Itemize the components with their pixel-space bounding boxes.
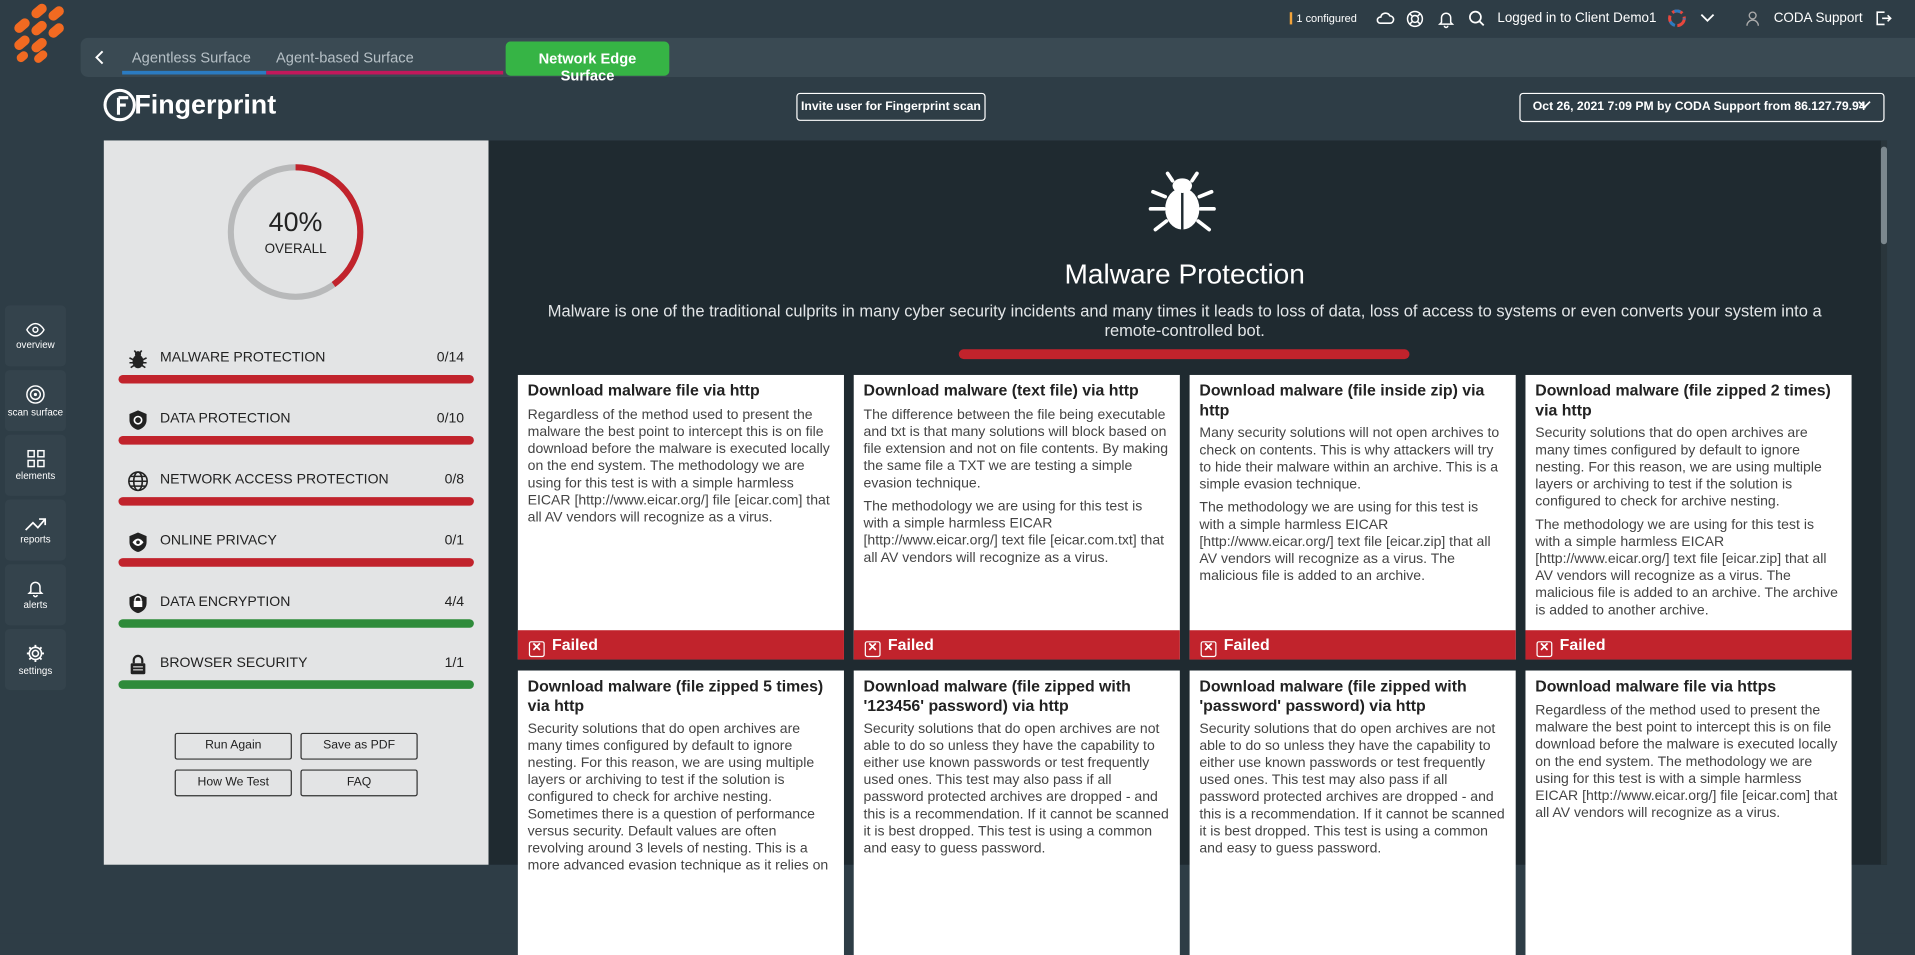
close-box-icon: ✕: [1201, 641, 1217, 657]
test-description: Security solutions that do open archives are not able to do so unless they have the capability to either use known passwords or test frequently used ones. This test may also pass if all password protected archives are dropped - and this is a recommendation. If it cannot be scanned it is best dropped. This test is using a common and easy to guess password.: [1199, 721, 1505, 857]
result-label: Failed: [1223, 635, 1270, 654]
test-card[interactable]: [1525, 375, 1851, 660]
category-score: 0/14: [436, 350, 465, 366]
detail-panel: [489, 140, 1887, 874]
nav-reports[interactable]: [5, 500, 66, 561]
brand-title: Fingerprint: [134, 89, 277, 120]
test-result-failed: [518, 630, 844, 659]
tab-agent-based-surface[interactable]: Agent-based Surface: [266, 43, 503, 75]
test-title: Download malware file via https: [1535, 676, 1777, 695]
invite-user-button[interactable]: Invite user for Fingerprint scan: [796, 93, 985, 121]
test-description: The difference between the file being executable and txt is that many solutions will block based on file extension and not on file contents. By making the same file a TXT we are testing a simple evasion technique.: [863, 407, 1169, 491]
test-title: Download malware (text file) via http: [863, 381, 1139, 400]
shield-icon: [127, 409, 149, 431]
test-result-failed: [854, 630, 1180, 659]
test-title: Download malware (file inside zip) via http: [1199, 381, 1485, 419]
bug-icon: [127, 348, 149, 370]
nav-scan-surface[interactable]: [5, 370, 66, 431]
test-card[interactable]: [518, 375, 844, 660]
overall-score: [226, 206, 365, 256]
nav-label: scan surface: [7, 406, 64, 418]
summary-panel: [104, 140, 489, 864]
scan-date-text: Oct 26, 2021 7:09 PM by CODA Support from 86.127.79.94: [1532, 100, 1866, 114]
trend-up-icon: [24, 516, 46, 531]
back-arrow-icon[interactable]: [90, 48, 110, 68]
company-logo[interactable]: [6, 4, 70, 65]
category-name: BROWSER SECURITY: [159, 655, 308, 671]
run-again-button[interactable]: Run Again: [175, 733, 292, 760]
side-nav: [5, 305, 66, 693]
category-score: 4/4: [444, 594, 465, 610]
nav-label: settings: [18, 665, 53, 677]
client-avatar-icon[interactable]: [1667, 9, 1687, 29]
bell-icon: [27, 579, 44, 597]
gear-icon: [26, 643, 46, 663]
chevron-down-icon[interactable]: [1698, 9, 1718, 29]
section-title: Malware Protection: [1064, 257, 1305, 290]
scan-date-selector[interactable]: [1519, 93, 1884, 122]
configured-count[interactable]: 1 configured: [1290, 12, 1357, 24]
malware-bug-icon: [1146, 165, 1219, 238]
test-card[interactable]: [518, 671, 844, 955]
lock-icon: [127, 653, 149, 675]
user-icon: [1743, 9, 1763, 29]
fingerprint-brand: [103, 88, 277, 122]
overall-label: OVERALL: [264, 241, 327, 257]
test-card[interactable]: [854, 375, 1180, 660]
test-result-failed: [1525, 630, 1851, 659]
category-browser-security[interactable]: [118, 653, 473, 702]
result-label: Failed: [887, 635, 934, 654]
test-methodology: The methodology we are using for this test is with a simple harmless EICAR [http://www.eicar.org/] text file [eicar.zip] that all AV vendors will recognize as a virus. The malicious file is added to an archive.: [1199, 500, 1491, 584]
nav-alerts[interactable]: [5, 564, 66, 625]
detail-scrollbar[interactable]: [1881, 140, 1887, 864]
globe-icon: [127, 470, 149, 492]
logout-icon[interactable]: [1874, 9, 1894, 29]
test-title: Download malware (file zipped with '123456' password) via http: [863, 676, 1131, 714]
nav-settings[interactable]: [5, 629, 66, 690]
eye-shield-icon: [127, 531, 149, 553]
category-name: DATA PROTECTION: [159, 411, 291, 427]
section-status-bar: [959, 349, 1410, 359]
support-lifebuoy-icon[interactable]: [1406, 9, 1426, 29]
category-score: 0/1: [444, 533, 465, 549]
category-status-bar: [118, 680, 473, 689]
nav-label: alerts: [23, 599, 48, 611]
test-description: Many security solutions will not open archives to check on contents. This is why attackers will try to hide their malware within an archive. This is a simple evasion technique.: [1199, 426, 1500, 493]
category-data-protection[interactable]: [118, 409, 473, 458]
save-as-pdf-button[interactable]: Save as PDF: [300, 733, 417, 760]
test-result-failed: [1190, 630, 1516, 659]
test-description: Security solutions that do open archives are many times configured by default to ignore nesting. For this reason, we are using multiple layers or archiving to test if the solution is configured to check for archive nesting. Sometimes there is a question of performance versus security. Default values are often revolving around 3 levels of nesting. This is a more advanced evasion technique as it relies on: [527, 721, 829, 874]
test-card[interactable]: [1190, 671, 1516, 955]
test-description: Security solutions that do open archives are many times configured by default to ignore nesting. For this reason, we are using multiple layers or archiving to test if the solution is configured to check for archive nesting.: [1535, 426, 1822, 510]
nav-label: overview: [16, 338, 55, 350]
category-status-bar: [118, 436, 473, 445]
test-description: Regardless of the method used to present the malware the best point to intercept this is on file download before the malware is executed locally on the end system. The methodology we are using for this test is with a simple harmless EICAR [http://www.eicar.org/] file [eicar.com] that all AV vendors will recognize as a virus.: [1535, 702, 1838, 821]
nav-elements[interactable]: [5, 435, 66, 496]
test-title: Download malware (file zipped with 'password' password) via http: [1199, 676, 1467, 714]
test-description: Security solutions that do open archives are not able to do so unless they have the capability to either use known passwords or test frequently used ones. This test may also pass if all password protected archives are dropped - and this is a recommendation. If it cannot be scanned it is best dropped. This test is using a common and easy to guess password.: [863, 721, 1169, 857]
how-we-test-button[interactable]: How We Test: [175, 769, 292, 796]
close-box-icon: ✕: [865, 641, 881, 657]
result-label: Failed: [1559, 635, 1606, 654]
bell-icon[interactable]: [1436, 9, 1456, 29]
nav-label: elements: [15, 470, 56, 482]
target-icon: [26, 384, 46, 404]
surface-tabs: [81, 38, 1915, 85]
top-bar: [1290, 0, 1915, 37]
close-box-icon: ✕: [1536, 641, 1552, 657]
category-online-privacy[interactable]: [118, 531, 473, 580]
category-name: DATA ENCRYPTION: [159, 594, 291, 610]
nav-overview[interactable]: [5, 305, 66, 366]
test-description: Regardless of the method used to present the malware the best point to intercept this is on file download before the malware is executed locally on the end system. The methodology we are using for this test is with a simple harmless EICAR [http://www.eicar.org/] file [eicar.com] that all AV vendors will recognize as a virus.: [527, 407, 830, 525]
test-title: Download malware file via http: [527, 381, 760, 400]
section-description: Malware is one of the traditional culprits in many cyber security incidents and many times it leads to loss of data, loss of access to systems or even converts your system into a remote-controlled bot.: [547, 301, 1822, 340]
category-score: 0/10: [436, 411, 465, 427]
eye-icon: [26, 322, 46, 337]
grid-icon: [26, 449, 44, 467]
search-icon[interactable]: [1467, 9, 1487, 29]
user-name[interactable]: CODA Support: [1773, 10, 1863, 26]
test-card[interactable]: [1190, 375, 1516, 660]
nav-label: reports: [20, 533, 51, 545]
category-status-bar: [118, 558, 473, 567]
category-status-bar: [118, 497, 473, 506]
test-methodology: The methodology we are using for this test is with a simple harmless EICAR [http://www.eicar.org/] text file [eicar.zip] that all AV vendors will recognize as a virus. The malicious file is added to an archive. The archive is added to another archive.: [1535, 517, 1838, 619]
category-data-encryption[interactable]: [118, 592, 473, 641]
tab-network-edge-surface[interactable]: Network Edge Surface: [506, 42, 670, 76]
category-name: MALWARE PROTECTION: [159, 350, 326, 366]
category-score: 1/1: [444, 655, 465, 671]
test-methodology: The methodology we are using for this test is with a simple harmless EICAR [http://www.eicar.org/] text file [eicar.com.txt] that all AV vendors will recognize as a virus.: [863, 498, 1165, 565]
tab-agentless-surface[interactable]: Agentless Surface: [122, 43, 266, 75]
test-title: Download malware (file zipped 2 times) via http: [1535, 381, 1831, 419]
scrollbar-thumb[interactable]: [1881, 147, 1887, 245]
category-malware-protection[interactable]: [118, 348, 473, 397]
test-card[interactable]: [1525, 671, 1851, 955]
category-name: NETWORK ACCESS PROTECTION: [159, 472, 389, 488]
encryption-shield-icon: [127, 592, 149, 614]
chevron-down-icon: [1858, 94, 1871, 121]
logged-in-text: Logged in to Client Demo1: [1497, 10, 1657, 26]
test-card[interactable]: [854, 671, 1180, 955]
fingerprint-logo-icon: [103, 88, 137, 122]
category-status-bar: [118, 375, 473, 384]
category-name: ONLINE PRIVACY: [159, 533, 277, 549]
close-box-icon: ✕: [529, 641, 545, 657]
faq-button[interactable]: FAQ: [300, 769, 417, 796]
overall-percent: 40%: [268, 206, 323, 237]
category-score: 0/8: [444, 472, 465, 488]
category-status-bar: [118, 619, 473, 628]
test-title: Download malware (file zipped 5 times) via http: [527, 676, 824, 714]
category-network-access-protection[interactable]: [118, 470, 473, 519]
cloud-icon[interactable]: [1375, 9, 1395, 29]
result-label: Failed: [552, 635, 598, 654]
